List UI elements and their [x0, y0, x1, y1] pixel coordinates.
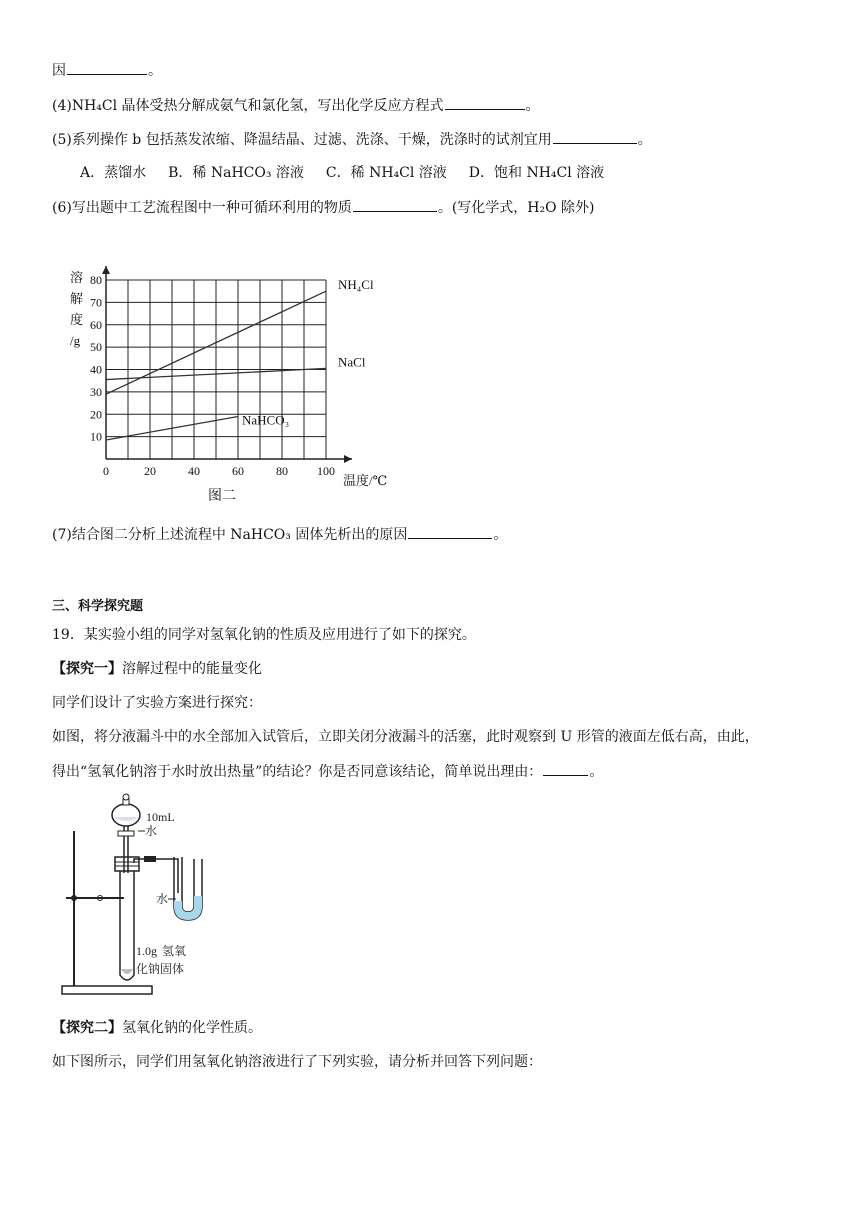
explore-2-tag: 【探究二】 — [52, 1020, 122, 1036]
text-suffix: 。 — [525, 98, 540, 114]
stand-base — [62, 986, 152, 994]
option-a[interactable]: A．蒸馏水 — [80, 165, 147, 181]
x-axis-label: 温度/℃ — [343, 473, 388, 488]
text-suffix: 。(写化学式，H₂O 除外) — [437, 200, 595, 216]
series-label-2: NaHCO₃ — [242, 412, 290, 428]
answer-blank[interactable] — [408, 524, 492, 539]
question-7 — [52, 524, 507, 545]
text-suffix: 。 — [148, 63, 162, 79]
u-tube-water-label: 水 — [156, 892, 169, 906]
answer-blank[interactable] — [353, 197, 437, 212]
text-prefix: 因 — [52, 63, 66, 79]
delivery-tube — [134, 859, 178, 893]
option-d[interactable]: D．饱和 NH₄Cl 溶液 — [468, 165, 605, 181]
solid — [121, 969, 133, 974]
solid-name-label-2: 化钠固体 — [136, 962, 185, 976]
x-tick-label: 20 — [144, 464, 156, 478]
question-5 — [52, 129, 652, 150]
y-tick-label: 30 — [90, 384, 102, 399]
u-tube-water — [174, 896, 202, 920]
y-tick-label: 10 — [90, 429, 102, 444]
funnel-volume-label: 10mL — [146, 810, 175, 824]
paragraph-line-2 — [52, 761, 603, 782]
option-c[interactable]: C．稀 NH₄Cl 溶液 — [325, 165, 447, 181]
y-tick-label: 80 — [90, 273, 102, 287]
y-axis-label: 溶 — [70, 270, 84, 285]
y-axis-arrow — [102, 266, 110, 274]
y-tick-label: 20 — [90, 407, 102, 422]
x-axis-arrow — [344, 455, 352, 463]
solid-mass-label: 1.0g — [136, 944, 157, 958]
explore-1-tag: 【探究一】 — [52, 661, 122, 677]
series-label-1: NaCl — [338, 354, 366, 370]
answer-blank[interactable] — [67, 60, 147, 75]
y-tick-label: 50 — [90, 340, 102, 355]
solubility-chart — [60, 235, 420, 510]
solid-name-label-1: 氢氧 — [162, 944, 187, 958]
y-tick-label: 70 — [90, 295, 102, 310]
y-axis-label: /g — [70, 333, 81, 348]
question-6 — [52, 197, 595, 218]
answer-blank[interactable] — [543, 761, 588, 776]
line-continuation — [52, 60, 162, 81]
answer-blank[interactable] — [553, 129, 637, 144]
option-b[interactable]: B．稀 NaHCO₃ 溶液 — [168, 165, 304, 181]
question-7-text: (7)结合图二分析上述流程中 NaHCO₃ 固体先析出的原因 — [52, 527, 408, 543]
explore-2-heading — [52, 1018, 262, 1038]
x-tick-label: 60 — [232, 464, 244, 478]
y-axis-label: 度 — [70, 312, 84, 327]
question-4 — [52, 95, 540, 116]
explore-1-heading — [52, 659, 262, 679]
question-5-options — [80, 163, 626, 183]
stopcock — [118, 831, 134, 836]
question-19: 19．某实验小组的同学对氢氧化钠的性质及应用进行了如下的探究。 — [52, 627, 476, 643]
explore-1-text: 溶解过程中的能量变化 — [122, 661, 262, 677]
design-line: 同学们设计了实验方案进行探究： — [52, 695, 262, 711]
x-tick-label: 100 — [317, 464, 335, 478]
y-tick-label: 60 — [90, 317, 102, 332]
paragraph-line-1: 如图，将分液漏斗中的水全部加入试管后，立即关闭分液漏斗的活塞，此时观察到 U 形管的液面左低右高，由此， — [52, 729, 759, 745]
question-5-text: (5)系列操作 b 包括蒸发浓缩、降温结晶、过滤、洗涤、干燥，洗涤时的试剂宜用 — [52, 132, 552, 148]
x-tick-label: 80 — [276, 464, 288, 478]
question-4-text: (4)NH₄Cl 晶体受热分解成氨气和氯化氢，写出化学反应方程式 — [52, 98, 444, 114]
funnel-water-label: 水 — [145, 824, 158, 838]
y-tick-label: 40 — [90, 362, 102, 377]
text-suffix: 。 — [589, 764, 604, 780]
text-suffix: 。 — [493, 527, 508, 543]
test-tube — [120, 868, 134, 980]
last-line: 如下图所示，同学们用氢氧化钠溶液进行了下列实验，请分析并回答下列问题： — [52, 1054, 542, 1070]
funnel-bulb — [112, 804, 140, 826]
chart-labels — [70, 270, 387, 504]
paragraph-line-2-text: 得出“氢氧化钠溶于水时放出热量”的结论？你是否同意该结论，简单说出理由： — [52, 764, 543, 780]
answer-blank[interactable] — [445, 95, 525, 110]
y-axis-label: 解 — [70, 291, 84, 306]
text-suffix: 。 — [637, 132, 652, 148]
question-6-text: (6)写出题中工艺流程图中一种可循环利用的物质 — [52, 200, 352, 216]
x-tick-label: 0 — [103, 464, 109, 478]
chart-caption: 图二 — [208, 489, 236, 504]
section-heading: 三、科学探究题 — [52, 599, 144, 614]
explore-2-text: 氢氧化钠的化学性质。 — [122, 1020, 262, 1036]
apparatus-diagram — [52, 793, 222, 1003]
x-tick-label: 40 — [188, 464, 200, 478]
series-label-0: NH₄Cl — [338, 277, 374, 293]
